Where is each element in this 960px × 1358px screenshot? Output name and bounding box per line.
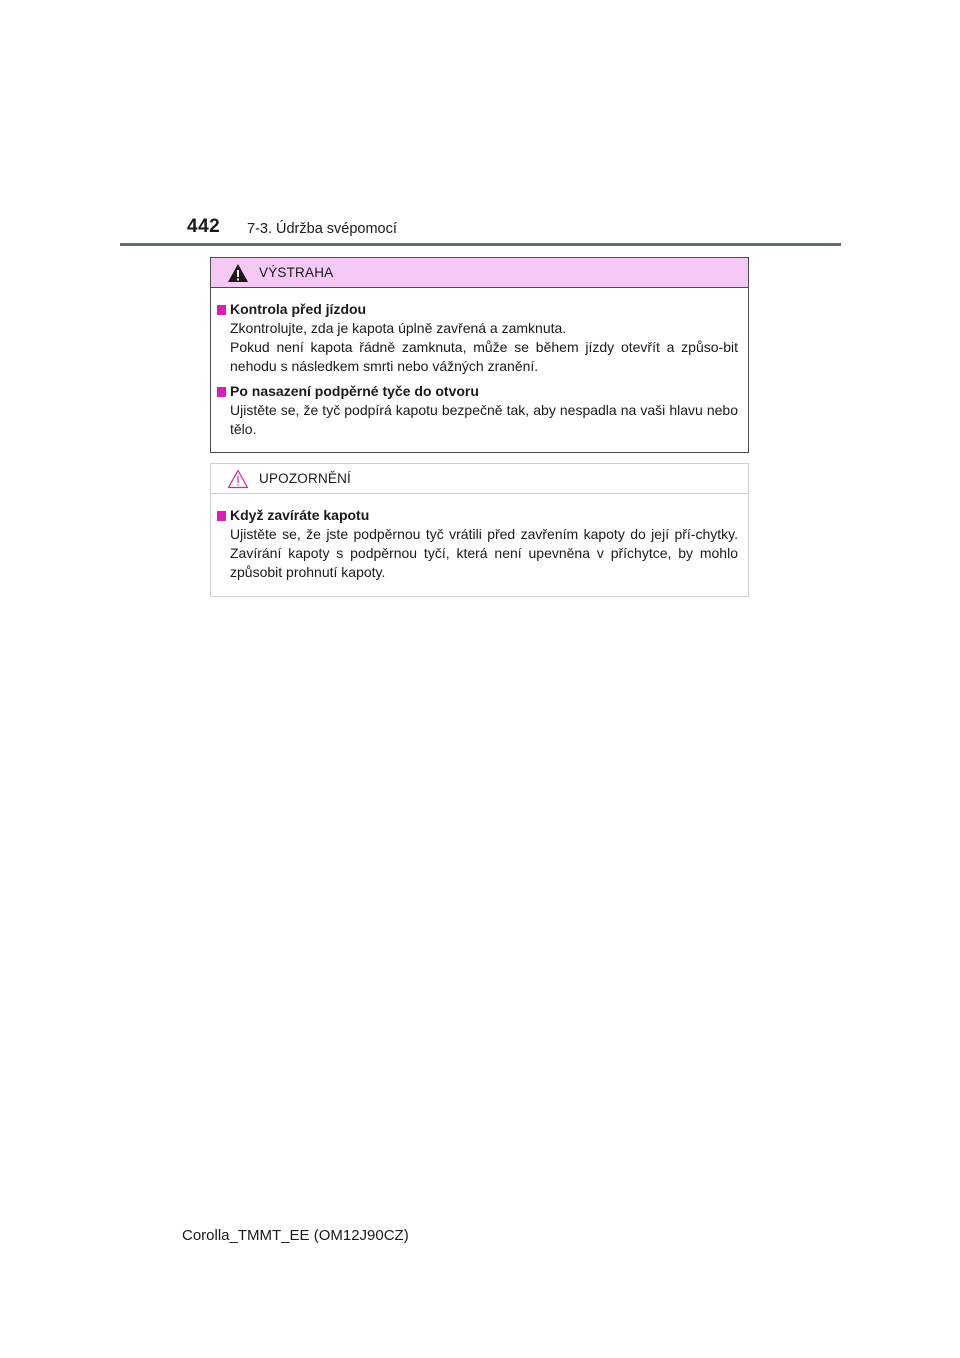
bullet-square-icon — [217, 305, 226, 315]
caution-item-title: Když zavíráte kapotu — [230, 507, 370, 523]
document-id: Corolla_TMMT_EE (OM12J90CZ) — [182, 1227, 409, 1244]
page-header — [0, 0, 960, 250]
bullet-square-icon — [217, 387, 226, 397]
caution-box — [210, 463, 749, 597]
warning-item-text: Pokud není kapota řádně zamknuta, může se během jízdy otevřít a způso-bit nehodu s následkem smrti nebo vážných zranění. — [230, 339, 738, 374]
warning-box — [210, 257, 749, 453]
warning-item-title: Po nasazení podpěrné tyče do otvoru — [230, 383, 479, 399]
warning-box-header — [211, 258, 748, 288]
caution-box-body — [211, 494, 748, 582]
warning-item-title: Kontrola před jízdou — [230, 301, 367, 317]
caution-triangle-outline-icon — [227, 469, 249, 489]
warning-label: VÝSTRAHA — [259, 265, 334, 280]
warning-item-text: Zkontrolujte, zda je kapota úplně zavřená a zamknuta. — [230, 320, 567, 336]
warning-triangle-icon — [227, 263, 249, 283]
bullet-square-icon — [217, 511, 226, 521]
section-title: 7-3. Údržba svépomocí — [247, 221, 397, 237]
warning-item — [217, 382, 738, 439]
caution-item — [217, 506, 738, 582]
page-number: 442 — [187, 216, 221, 237]
caution-label: UPOZORNĚNÍ — [259, 471, 352, 486]
header-divider — [120, 243, 841, 246]
warning-item — [217, 300, 738, 376]
caution-box-header — [211, 464, 748, 494]
warning-box-body — [211, 288, 748, 439]
caution-item-text: Ujistěte se, že jste podpěrnou tyč vrátili před zavřením kapoty do její pří-chytky. Zavírání kapoty s podpěrnou tyčí, která není upevněna v příchytce, by mohlo způsobit prohnutí kapoty. — [230, 526, 738, 580]
warning-item-text: Ujistěte se, že tyč podpírá kapotu bezpečně tak, aby nespadla na vaši hlavu nebo tělo. — [230, 402, 738, 437]
